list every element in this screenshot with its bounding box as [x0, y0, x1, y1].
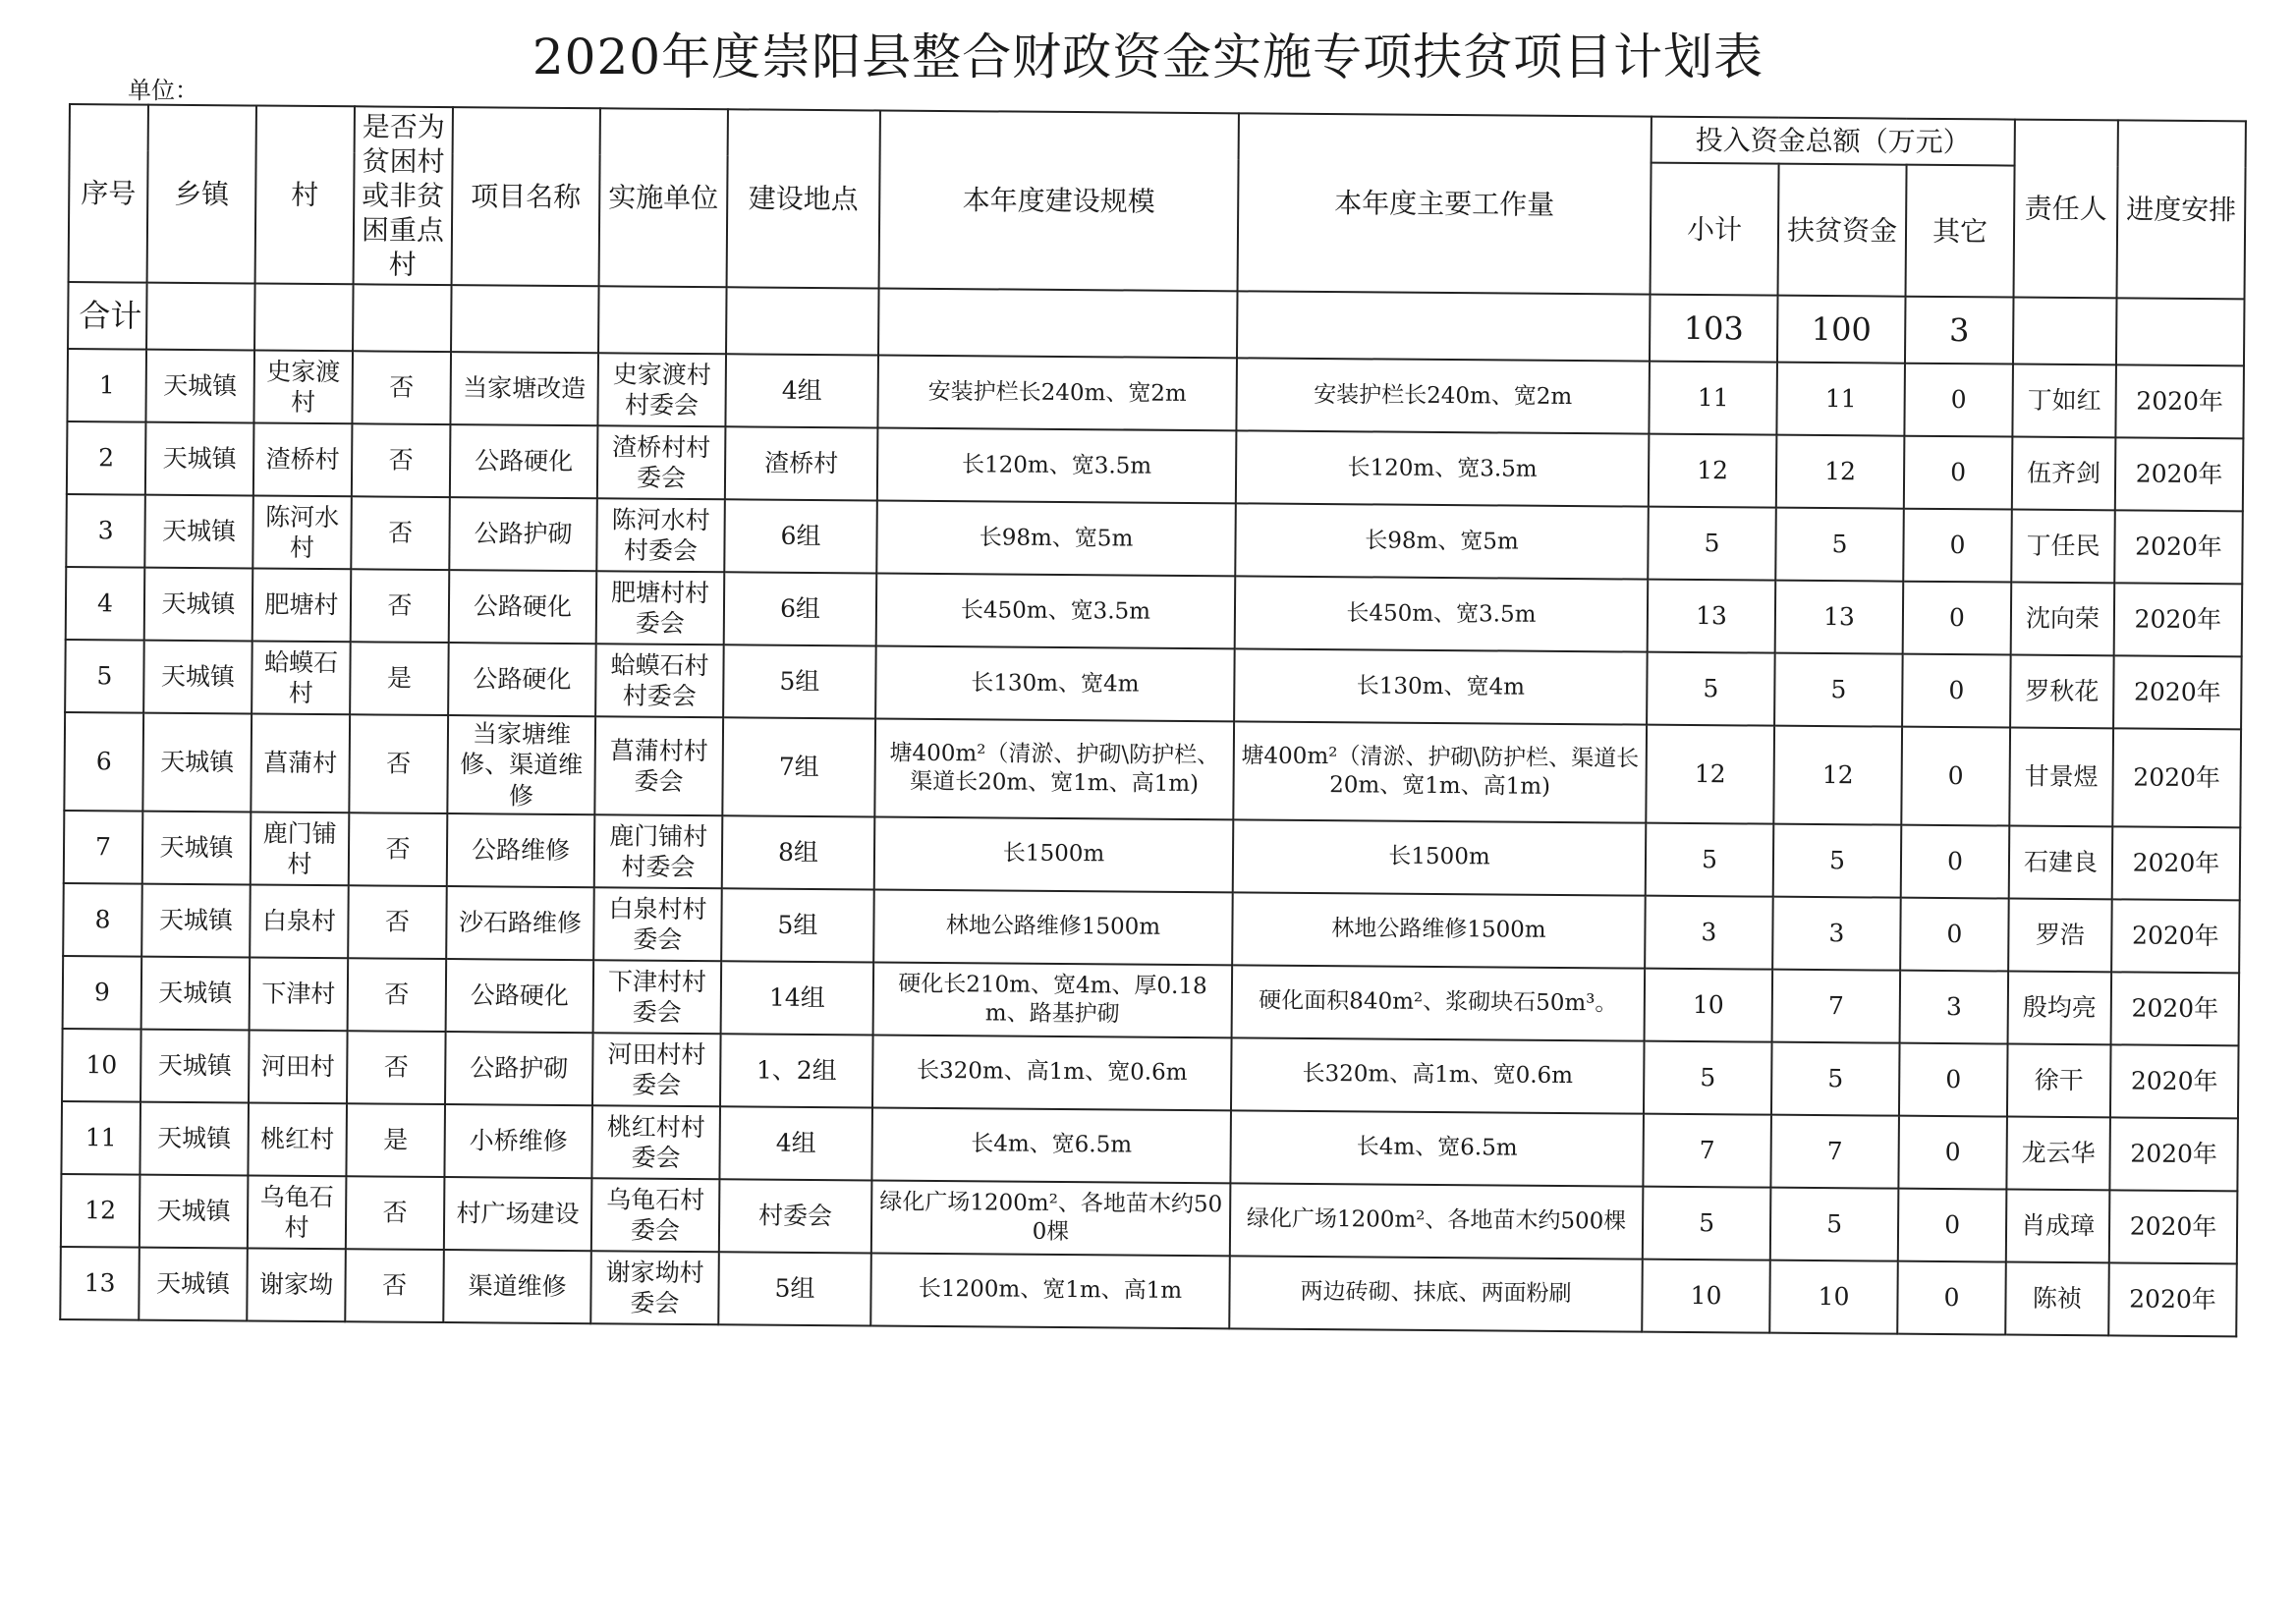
cell-town: 天城镇 [143, 641, 252, 714]
cell-poor-village: 否 [349, 714, 448, 813]
cell-seq: 2 [67, 421, 146, 495]
cell-poor-village: 否 [351, 496, 450, 570]
cell-schedule: 2020年 [2114, 583, 2243, 656]
cell-poverty-funds: 7 [1772, 969, 1901, 1042]
cell-scale: 林地公路维修1500m [873, 889, 1233, 965]
cell-schedule: 2020年 [2111, 899, 2240, 973]
cell-schedule: 2020年 [2111, 972, 2240, 1045]
cell-village: 鹿门铺村 [251, 812, 350, 885]
cell-seq: 12 [61, 1174, 140, 1248]
cell-other: 3 [1900, 970, 2009, 1043]
cell-location: 4组 [725, 354, 878, 427]
cell-scale: 长450m、宽3.5m [876, 573, 1236, 648]
cell-schedule: 2020年 [2110, 1044, 2239, 1118]
cell-other: 0 [1898, 1115, 2007, 1189]
table-row [64, 712, 2241, 827]
cell-village: 蛤蟆石村 [252, 641, 351, 714]
cell-workload: 长98m、宽5m [1235, 503, 1649, 579]
plan-table-sheet [59, 103, 2247, 1337]
cell-seq: 7 [64, 811, 143, 884]
cell-schedule: 2020年 [2112, 728, 2241, 827]
header-funds-group: 投入资金总额（万元） [1652, 117, 2015, 166]
cell-subtotal: 10 [1642, 1259, 1770, 1332]
cell-implementing-unit: 谢家坳村委会 [590, 1251, 719, 1324]
cell-project-name: 公路硬化 [449, 570, 597, 644]
cell-subtotal: 5 [1643, 1186, 1771, 1260]
cell-subtotal: 12 [1646, 725, 1774, 824]
cell-location: 7组 [722, 717, 875, 816]
header-scale: 本年度建设规模 [879, 110, 1239, 291]
cell-location: 6组 [724, 572, 877, 645]
cell-poor-village: 否 [345, 1249, 444, 1322]
cell-person: 石建良 [2009, 825, 2113, 899]
total-empty-cell [726, 287, 879, 355]
cell-poor-village: 否 [348, 958, 447, 1032]
cell-other: 0 [1901, 727, 2010, 826]
cell-poverty-funds: 7 [1770, 1114, 1899, 1188]
cell-subtotal: 13 [1648, 580, 1776, 653]
total-poverty-funds: 100 [1777, 296, 1906, 364]
cell-person: 殷均亮 [2008, 971, 2112, 1044]
cell-implementing-unit: 渣桥村村委会 [597, 425, 726, 499]
cell-project-name: 当家塘改造 [450, 352, 598, 425]
cell-village: 史家渡村 [253, 350, 353, 423]
cell-town: 天城镇 [140, 1029, 250, 1102]
cell-seq: 9 [63, 956, 142, 1030]
header-village: 村 [255, 106, 355, 285]
page-title: 2020年度崇阳县整合财政资金实施专项扶贫项目计划表 [532, 28, 1764, 85]
cell-project-name: 公路硬化 [446, 959, 594, 1033]
cell-other: 0 [1898, 1188, 2007, 1261]
cell-seq: 10 [62, 1029, 141, 1102]
cell-project-name: 小桥维修 [444, 1104, 592, 1178]
cell-seq: 3 [66, 494, 145, 568]
cell-poor-village: 否 [351, 569, 450, 643]
cell-project-name: 公路护砌 [445, 1032, 593, 1105]
cell-scale: 硬化长210m、宽4m、厚0.18m、路基护砌 [873, 962, 1233, 1037]
cell-village: 乌龟石村 [248, 1175, 347, 1249]
cell-town: 天城镇 [141, 956, 251, 1030]
cell-scale: 长98m、宽5m [876, 500, 1236, 576]
cell-location: 村委会 [719, 1179, 872, 1253]
cell-location: 1、2组 [720, 1034, 873, 1107]
cell-other: 0 [1897, 1260, 2006, 1334]
cell-location: 5组 [723, 644, 876, 718]
cell-seq: 11 [61, 1101, 140, 1175]
cell-poverty-funds: 12 [1773, 726, 1902, 825]
cell-person: 丁如红 [2012, 364, 2116, 438]
cell-scale: 塘400m²（清淤、护砌\防护栏、渠道长20m、宽1m、高1m) [874, 718, 1234, 819]
total-empty-cell [878, 288, 1238, 358]
cell-workload: 绿化广场1200m²、各地苗木约500棵 [1230, 1183, 1644, 1259]
cell-subtotal: 5 [1648, 507, 1776, 581]
cell-scale: 长1500m [874, 816, 1234, 892]
cell-implementing-unit: 蛤蟆石村村委会 [595, 644, 724, 717]
cell-village: 菖蒲村 [251, 713, 350, 812]
unit-label: 单位： [128, 77, 198, 104]
cell-scale: 长320m、高1m、宽0.6m [872, 1035, 1232, 1110]
cell-schedule: 2020年 [2109, 1190, 2238, 1263]
cell-schedule: 2020年 [2115, 364, 2244, 438]
cell-town: 天城镇 [140, 1174, 249, 1248]
cell-poor-village: 否 [352, 351, 451, 424]
cell-person: 徐干 [2007, 1043, 2111, 1117]
cell-village: 谢家坳 [247, 1248, 346, 1321]
cell-workload: 长130m、宽4m [1234, 648, 1648, 724]
plan-table [59, 103, 2247, 1337]
cell-implementing-unit: 下津村村委会 [593, 960, 722, 1034]
cell-town: 天城镇 [139, 1247, 248, 1320]
header-project-name: 项目名称 [452, 107, 600, 286]
total-empty-cell [451, 285, 599, 353]
cell-town: 天城镇 [140, 1101, 249, 1175]
cell-implementing-unit: 白泉村村委会 [593, 887, 722, 961]
cell-poverty-funds: 11 [1776, 363, 1905, 436]
header-subtotal: 小计 [1651, 163, 1779, 296]
cell-location: 5组 [718, 1252, 871, 1325]
cell-workload: 安装护栏长240m、宽2m [1236, 358, 1650, 433]
cell-scale: 长130m、宽4m [875, 645, 1235, 721]
cell-subtotal: 11 [1649, 362, 1777, 435]
total-empty-cell [1237, 291, 1651, 361]
cell-poverty-funds: 13 [1775, 581, 1904, 654]
cell-subtotal: 5 [1647, 652, 1775, 726]
header-implementing-unit: 实施单位 [599, 108, 728, 287]
cell-implementing-unit: 桃红村村委会 [591, 1105, 720, 1179]
cell-implementing-unit: 菖蒲村村委会 [594, 716, 723, 815]
cell-other: 0 [1902, 654, 2011, 728]
cell-location: 8组 [722, 815, 875, 889]
cell-workload: 林地公路维修1500m [1232, 892, 1646, 968]
cell-town: 天城镇 [145, 350, 254, 423]
cell-project-name: 公路维修 [447, 813, 595, 887]
cell-town: 天城镇 [145, 422, 254, 496]
cell-poor-village: 否 [346, 1176, 445, 1250]
cell-person: 伍齐剑 [2012, 437, 2116, 511]
cell-location: 14组 [721, 961, 874, 1035]
header-poverty-funds: 扶贫资金 [1778, 164, 1907, 297]
cell-poor-village: 否 [349, 812, 448, 886]
cell-person: 肖成璋 [2006, 1189, 2110, 1262]
cell-subtotal: 12 [1649, 434, 1777, 508]
cell-seq: 13 [60, 1247, 140, 1320]
cell-implementing-unit: 鹿门铺村村委会 [594, 814, 723, 888]
header-seq: 序号 [69, 104, 148, 283]
cell-town: 天城镇 [142, 811, 252, 884]
cell-implementing-unit: 肥塘村村委会 [596, 571, 725, 644]
cell-poor-village: 是 [346, 1103, 445, 1177]
cell-schedule: 2020年 [2109, 1117, 2238, 1191]
total-empty-cell [2116, 298, 2245, 365]
cell-other: 0 [1900, 897, 2009, 971]
cell-poverty-funds: 5 [1774, 653, 1903, 727]
cell-poverty-funds: 10 [1769, 1260, 1898, 1333]
header-poor-village: 是否为贫困村或非贫困重点村 [354, 106, 453, 285]
cell-implementing-unit: 史家渡村村委会 [597, 353, 726, 426]
cell-other: 0 [1899, 1042, 2008, 1116]
cell-village: 肥塘村 [252, 568, 352, 642]
cell-location: 5组 [721, 888, 874, 962]
cell-seq: 8 [63, 883, 142, 957]
cell-scale: 绿化广场1200m²、各地苗木约500棵 [871, 1180, 1231, 1256]
cell-village: 桃红村 [248, 1102, 347, 1176]
cell-workload: 硬化面积840m²、浆砌块石50m³。 [1232, 965, 1646, 1040]
cell-workload: 长450m、宽3.5m [1235, 576, 1649, 651]
cell-workload: 两边砖砌、抹底、两面粉刷 [1229, 1256, 1643, 1331]
cell-person: 甘景煜 [2009, 728, 2113, 827]
cell-village: 河田村 [249, 1030, 348, 1103]
cell-poverty-funds: 3 [1772, 896, 1901, 970]
total-subtotal: 103 [1650, 295, 1778, 363]
cell-project-name: 公路护砌 [449, 497, 597, 571]
cell-poverty-funds: 12 [1776, 435, 1905, 509]
total-empty-cell [254, 283, 354, 351]
total-empty-cell [598, 286, 727, 354]
cell-workload: 塘400m²（清淤、护砌\防护栏、渠道长20m、宽1m、高1m) [1233, 721, 1647, 822]
cell-person: 丁任民 [2011, 510, 2115, 584]
cell-project-name: 村广场建设 [444, 1177, 592, 1251]
cell-implementing-unit: 陈河水村村委会 [596, 498, 725, 572]
cell-town: 天城镇 [141, 883, 251, 957]
cell-scale: 长4m、宽6.5m [871, 1107, 1231, 1183]
cell-project-name: 公路硬化 [448, 643, 596, 716]
header-person: 责任人 [2014, 120, 2118, 299]
cell-workload: 长120m、宽3.5m [1236, 430, 1650, 506]
cell-poor-village: 否 [352, 423, 451, 497]
cell-poor-village: 否 [347, 1031, 446, 1104]
cell-other: 0 [1904, 364, 2013, 437]
cell-other: 0 [1903, 509, 2012, 583]
cell-schedule: 2020年 [2115, 437, 2244, 511]
header-location: 建设地点 [727, 109, 880, 288]
cell-scale: 安装护栏长240m、宽2m [877, 355, 1237, 430]
cell-scale: 长120m、宽3.5m [877, 427, 1237, 503]
total-other: 3 [1905, 297, 2014, 364]
cell-town: 天城镇 [144, 495, 253, 569]
cell-subtotal: 5 [1644, 1040, 1772, 1114]
cell-subtotal: 10 [1645, 968, 1773, 1041]
cell-person: 沈向荣 [2011, 583, 2115, 656]
cell-poverty-funds: 5 [1771, 1041, 1900, 1115]
cell-town: 天城镇 [142, 713, 252, 812]
cell-seq: 6 [64, 712, 143, 811]
cell-seq: 4 [66, 567, 145, 641]
cell-project-name: 当家塘维修、渠道维修 [447, 715, 595, 814]
cell-poor-village: 否 [348, 885, 447, 959]
cell-other: 0 [1904, 436, 2013, 510]
cell-implementing-unit: 乌龟石村委会 [591, 1178, 720, 1252]
cell-schedule: 2020年 [2108, 1262, 2237, 1336]
cell-location: 4组 [719, 1106, 872, 1180]
cell-project-name: 渠道维修 [443, 1250, 591, 1323]
cell-project-name: 公路硬化 [450, 424, 598, 498]
cell-location: 6组 [724, 499, 877, 573]
header-workload: 本年度主要工作量 [1238, 113, 1652, 294]
cell-schedule: 2020年 [2114, 510, 2243, 584]
cell-scale: 长1200m、宽1m、高1m [870, 1253, 1230, 1328]
total-empty-cell [146, 283, 255, 351]
cell-poverty-funds: 5 [1770, 1187, 1899, 1260]
cell-workload: 长4m、宽6.5m [1230, 1110, 1644, 1186]
cell-workload: 长320m、高1m、宽0.6m [1231, 1037, 1645, 1113]
total-empty-cell [353, 284, 452, 352]
header-other: 其它 [1906, 165, 2015, 298]
cell-implementing-unit: 河田村村委会 [592, 1033, 721, 1106]
cell-workload: 长1500m [1233, 819, 1647, 895]
cell-schedule: 2020年 [2112, 826, 2241, 900]
cell-village: 白泉村 [250, 884, 349, 958]
cell-person: 龙云华 [2006, 1116, 2110, 1190]
cell-other: 0 [1901, 824, 2010, 898]
cell-other: 0 [1903, 582, 2012, 655]
header-schedule: 进度安排 [2117, 120, 2246, 299]
cell-person: 罗秋花 [2010, 655, 2114, 729]
cell-village: 陈河水村 [252, 495, 352, 569]
cell-person: 罗浩 [2008, 898, 2112, 972]
header-town: 乡镇 [147, 105, 256, 284]
cell-person: 陈祯 [2005, 1261, 2109, 1335]
cell-village: 下津村 [250, 957, 349, 1031]
cell-village: 渣桥村 [253, 422, 353, 496]
cell-poor-village: 是 [350, 642, 449, 715]
cell-seq: 5 [65, 640, 144, 713]
total-empty-cell [2013, 298, 2117, 365]
cell-subtotal: 3 [1645, 895, 1773, 969]
cell-subtotal: 7 [1643, 1113, 1771, 1187]
header-row-1 [70, 104, 2246, 168]
cell-town: 天城镇 [144, 568, 253, 642]
cell-schedule: 2020年 [2113, 655, 2242, 729]
cell-seq: 1 [67, 349, 146, 422]
cell-subtotal: 5 [1646, 822, 1774, 896]
cell-poverty-funds: 5 [1773, 823, 1902, 897]
cell-location: 渣桥村 [725, 426, 878, 500]
cell-project-name: 沙石路维修 [446, 886, 594, 960]
total-label: 合计 [68, 282, 147, 350]
cell-poverty-funds: 5 [1775, 508, 1904, 582]
